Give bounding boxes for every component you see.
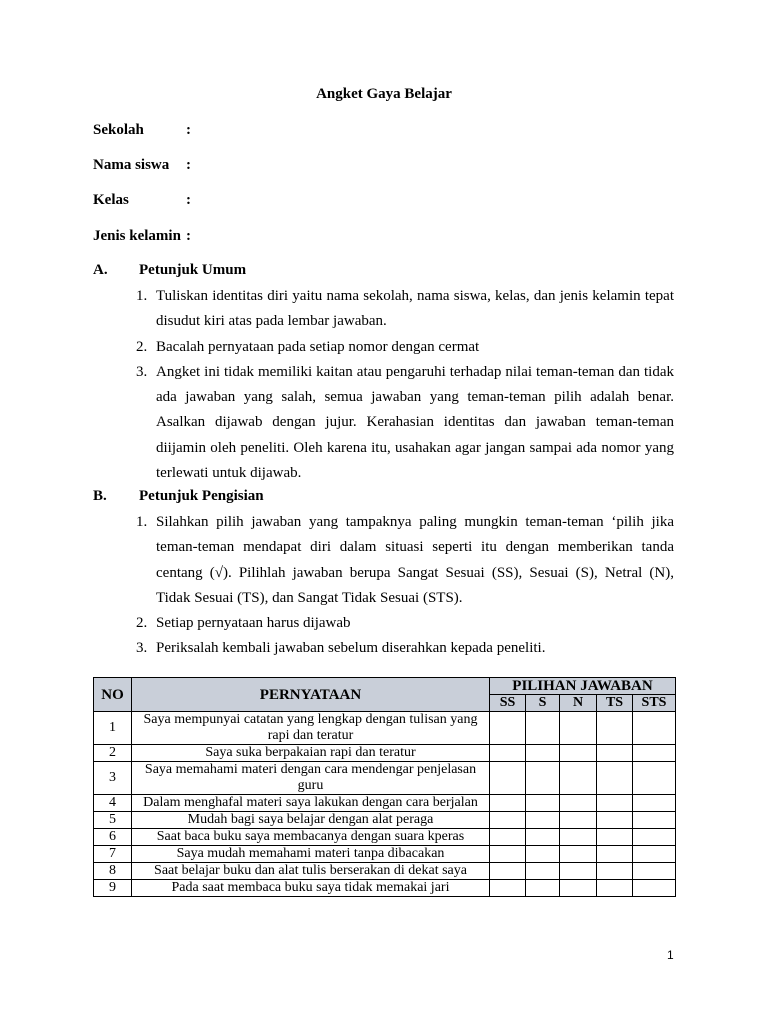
row-number: 1 <box>94 712 132 745</box>
row-statement: Saat belajar buku dan alat tulis berserakan di dekat saya <box>132 863 490 880</box>
row-number: 6 <box>94 829 132 846</box>
field-colon: : <box>186 192 191 208</box>
row-statement: Saya memahami materi dengan cara mendengar penjelasan guru <box>132 762 490 795</box>
list-item <box>136 636 674 661</box>
list-item <box>136 510 674 611</box>
row-number: 5 <box>94 812 132 829</box>
table-row <box>94 829 676 846</box>
header-choices: PILIHAN JAWABAN <box>490 678 676 695</box>
answer-cell-s[interactable] <box>526 880 560 897</box>
row-statement: Saya mempunyai catatan yang lengkap dengan tulisan yang rapi dan teratur <box>132 712 490 745</box>
row-statement: Saya mudah memahami materi tanpa dibacakan <box>132 846 490 863</box>
item-number: 2. <box>136 615 148 632</box>
answer-cell-ts[interactable] <box>597 812 633 829</box>
answer-cell-ts[interactable] <box>597 745 633 762</box>
questionnaire-table <box>93 677 676 897</box>
item-text: Angket ini tidak memiliki kaitan atau pengaruhi terhadap nilai teman-teman dan tidak ada jawaban yang salah, semua jawaban yang teman-teman pilih adalah benar. Asalkan dijawab dengan jujur. Kerahasian identitas dan jawaban teman-teman diijamin oleh peneliti. Oleh karena itu, usahakan agar jangan sampai ada nomor yang terlewati untuk dijawab. <box>156 363 674 482</box>
answer-cell-sts[interactable] <box>633 829 676 846</box>
table-row <box>94 846 676 863</box>
answer-cell-ts[interactable] <box>597 762 633 795</box>
answer-cell-s[interactable] <box>526 762 560 795</box>
answer-cell-s[interactable] <box>526 795 560 812</box>
section-title: Petunjuk Umum <box>139 262 247 278</box>
answer-cell-n[interactable] <box>560 829 597 846</box>
item-text: Silahkan pilih jawaban yang tampaknya paling mungkin teman-teman ‘pilih jika teman-teman mendapat diri dalam situasi seperti itu dengan memberikan tanda centang (√). Pilihlah jawaban berupa Sangat Sesuai (SS), Sesuai (S), Netral (N), Tidak Sesuai (TS), dan Sangat Tidak Sesuai (STS). <box>156 514 674 606</box>
answer-cell-s[interactable] <box>526 745 560 762</box>
item-number: 3. <box>136 363 148 380</box>
answer-cell-n[interactable] <box>560 863 597 880</box>
answer-cell-ts[interactable] <box>597 846 633 863</box>
answer-cell-sts[interactable] <box>633 712 676 745</box>
header-choice-ss: SS <box>490 695 526 712</box>
answer-cell-ts[interactable] <box>597 712 633 745</box>
field-sekolah <box>93 122 191 139</box>
row-number: 9 <box>94 880 132 897</box>
row-statement: Saya suka berpakaian rapi dan teratur <box>132 745 490 762</box>
answer-cell-ss[interactable] <box>490 829 526 846</box>
answer-cell-sts[interactable] <box>633 745 676 762</box>
answer-cell-s[interactable] <box>526 846 560 863</box>
answer-cell-s[interactable] <box>526 812 560 829</box>
answer-cell-ss[interactable] <box>490 762 526 795</box>
answer-cell-n[interactable] <box>560 712 597 745</box>
field-label: Kelas <box>93 192 129 208</box>
answer-cell-sts[interactable] <box>633 880 676 897</box>
row-number: 8 <box>94 863 132 880</box>
table-row <box>94 812 676 829</box>
row-statement: Dalam menghafal materi saya lakukan dengan cara berjalan <box>132 795 490 812</box>
item-number: 1. <box>136 514 148 530</box>
field-colon: : <box>186 228 191 244</box>
section-a-list <box>136 284 674 486</box>
list-item <box>136 611 674 636</box>
field-label: Sekolah <box>93 122 144 138</box>
field-colon: : <box>186 122 191 138</box>
answer-cell-n[interactable] <box>560 745 597 762</box>
item-text: Bacalah pernyataan pada setiap nomor dengan cermat <box>156 338 480 355</box>
item-text: Tuliskan identitas diri yaitu nama sekolah, nama siswa, kelas, dan jenis kelamin tepat disudut kiri atas pada lembar jawaban. <box>156 288 674 330</box>
header-choice-sts: STS <box>633 695 676 712</box>
row-statement: Mudah bagi saya belajar dengan alat peraga <box>132 812 490 829</box>
item-text: Setiap pernyataan harus dijawab <box>156 615 351 632</box>
field-label: Nama siswa <box>93 157 170 173</box>
table-row <box>94 880 676 897</box>
row-number: 2 <box>94 745 132 762</box>
answer-cell-ss[interactable] <box>490 863 526 880</box>
section-title: Petunjuk Pengisian <box>139 488 264 504</box>
row-number: 3 <box>94 762 132 795</box>
answer-cell-n[interactable] <box>560 880 597 897</box>
list-item <box>136 360 674 486</box>
answer-cell-sts[interactable] <box>633 795 676 812</box>
field-label: Jenis kelamin <box>93 228 181 244</box>
field-kelas <box>93 192 191 209</box>
document-title: Angket Gaya Belajar <box>316 86 452 102</box>
page-number: 1 <box>667 948 674 962</box>
answer-cell-ss[interactable] <box>490 712 526 745</box>
header-choice-s: S <box>526 695 560 712</box>
table-row <box>94 762 676 795</box>
item-number: 3. <box>136 640 148 657</box>
table-row <box>94 745 676 762</box>
section-a-heading <box>93 262 247 279</box>
table-row <box>94 795 676 812</box>
row-number: 7 <box>94 846 132 863</box>
answer-cell-sts[interactable] <box>633 762 676 795</box>
section-b-heading <box>93 488 264 505</box>
answer-cell-sts[interactable] <box>633 863 676 880</box>
answer-cell-ss[interactable] <box>490 846 526 863</box>
answer-cell-n[interactable] <box>560 846 597 863</box>
header-choice-ts: TS <box>597 695 633 712</box>
header-statement: PERNYATAAN <box>132 678 490 712</box>
row-statement: Saat baca buku saya membacanya dengan suara kperas <box>132 829 490 846</box>
row-number: 4 <box>94 795 132 812</box>
list-item <box>136 335 674 360</box>
header-no: NO <box>94 678 132 712</box>
answer-cell-s[interactable] <box>526 863 560 880</box>
list-item <box>136 284 674 335</box>
answer-cell-ts[interactable] <box>597 863 633 880</box>
answer-cell-ts[interactable] <box>597 829 633 846</box>
item-text: Periksalah kembali jawaban sebelum diserahkan kepada peneliti. <box>156 640 546 657</box>
section-marker: B. <box>93 488 107 504</box>
table-row <box>94 863 676 880</box>
answer-cell-ts[interactable] <box>597 880 633 897</box>
answer-cell-ss[interactable] <box>490 745 526 762</box>
answer-cell-ss[interactable] <box>490 812 526 829</box>
answer-cell-ts[interactable] <box>597 795 633 812</box>
field-colon: : <box>186 157 191 173</box>
answer-cell-n[interactable] <box>560 812 597 829</box>
field-nama-siswa <box>93 157 191 174</box>
answer-cell-s[interactable] <box>526 829 560 846</box>
answer-cell-sts[interactable] <box>633 846 676 863</box>
header-choice-n: N <box>560 695 597 712</box>
answer-cell-n[interactable] <box>560 762 597 795</box>
answer-cell-ss[interactable] <box>490 880 526 897</box>
answer-cell-n[interactable] <box>560 795 597 812</box>
item-number: 2. <box>136 338 148 355</box>
table-row <box>94 712 676 745</box>
row-statement: Pada saat membaca buku saya tidak memakai jari <box>132 880 490 897</box>
answer-cell-sts[interactable] <box>633 812 676 829</box>
section-b-list <box>136 510 674 662</box>
item-number: 1. <box>136 288 148 304</box>
answer-cell-s[interactable] <box>526 712 560 745</box>
section-marker: A. <box>93 262 108 278</box>
answer-cell-ss[interactable] <box>490 795 526 812</box>
field-jenis-kelamin <box>93 228 191 245</box>
